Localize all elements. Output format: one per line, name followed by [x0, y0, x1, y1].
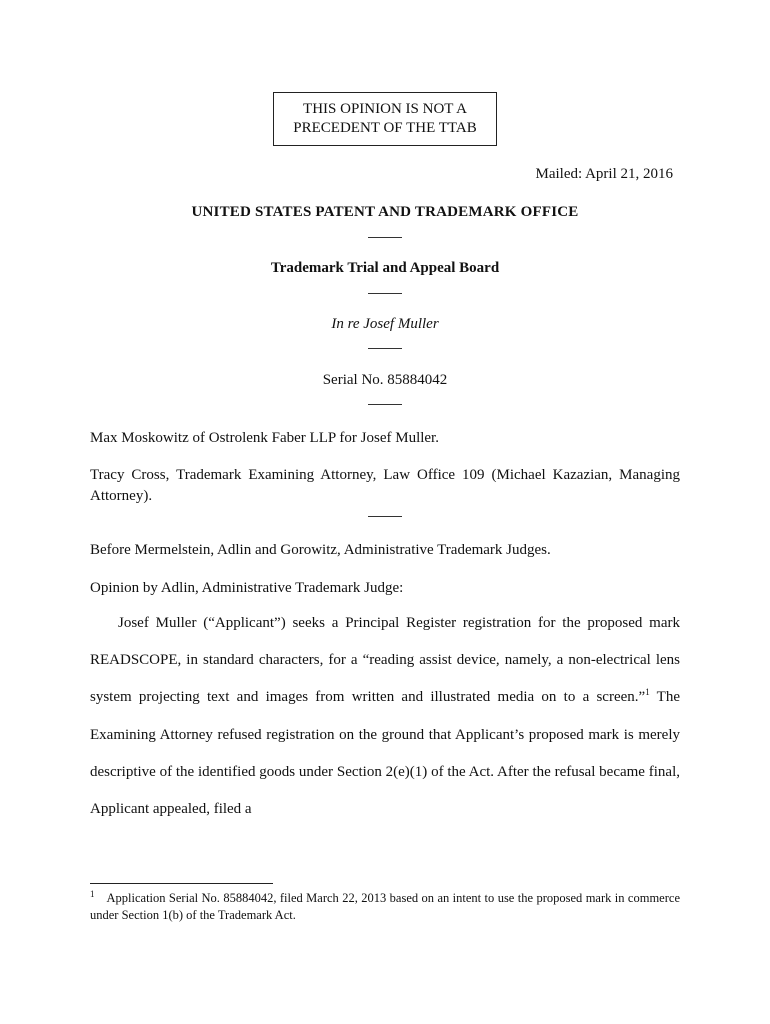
footnote	[90, 890, 680, 924]
separator-rule	[368, 404, 402, 405]
footnote-separator	[90, 883, 273, 884]
notice-line-1: THIS OPINION IS NOT A	[303, 101, 467, 117]
case-title: In re Josef Muller	[331, 316, 439, 332]
precedent-notice-box	[273, 92, 497, 146]
panel-judges: Before Mermelstein, Adlin and Gorowitz, Administrative Trademark Judges.	[90, 542, 551, 558]
office-heading: UNITED STATES PATENT AND TRADEMARK OFFICE	[191, 204, 579, 220]
footnote-text: Application Serial No. 85884042, filed March 22, 2013 based on an intent to use the proposed mark in commerce under Section 1(b) of the Trademark Act.	[90, 891, 680, 922]
opinion-body	[90, 605, 680, 828]
footnote-number: 1	[90, 888, 95, 899]
separator-rule	[368, 516, 402, 517]
separator-rule	[368, 293, 402, 294]
opinion-body-part-1: Josef Muller (“Applicant”) seeks a Principal Register registration for the proposed mark READSCOPE, in standard characters, for a “reading assist device, namely, a non-electrical lens system projecting text and images from written and illustrated media on to a screen.”	[90, 615, 680, 706]
examining-attorney: Tracy Cross, Trademark Examining Attorney, Law Office 109 (Michael Kazazian, Managing Attorney).	[90, 467, 680, 504]
footnote-reference[interactable]: 1	[645, 687, 650, 698]
separator-rule	[368, 237, 402, 238]
opinion-author: Opinion by Adlin, Administrative Trademark Judge:	[90, 580, 404, 596]
serial-number: Serial No. 85884042	[322, 372, 448, 388]
separator-rule	[368, 348, 402, 349]
opinion-body-part-2: The Examining Attorney refused registration on the ground that Applicant’s proposed mark is merely descriptive of the identified goods under Section 2(e)(1) of the Act. After the refusal became final, Applicant appealed, filed a	[90, 689, 680, 818]
notice-line-2: PRECEDENT OF THE TTAB	[293, 120, 477, 136]
mailed-date: Mailed: April 21, 2016	[535, 166, 673, 182]
board-heading: Trademark Trial and Appeal Board	[270, 260, 500, 276]
applicant-counsel: Max Moskowitz of Ostrolenk Faber LLP for Josef Muller.	[90, 430, 439, 446]
